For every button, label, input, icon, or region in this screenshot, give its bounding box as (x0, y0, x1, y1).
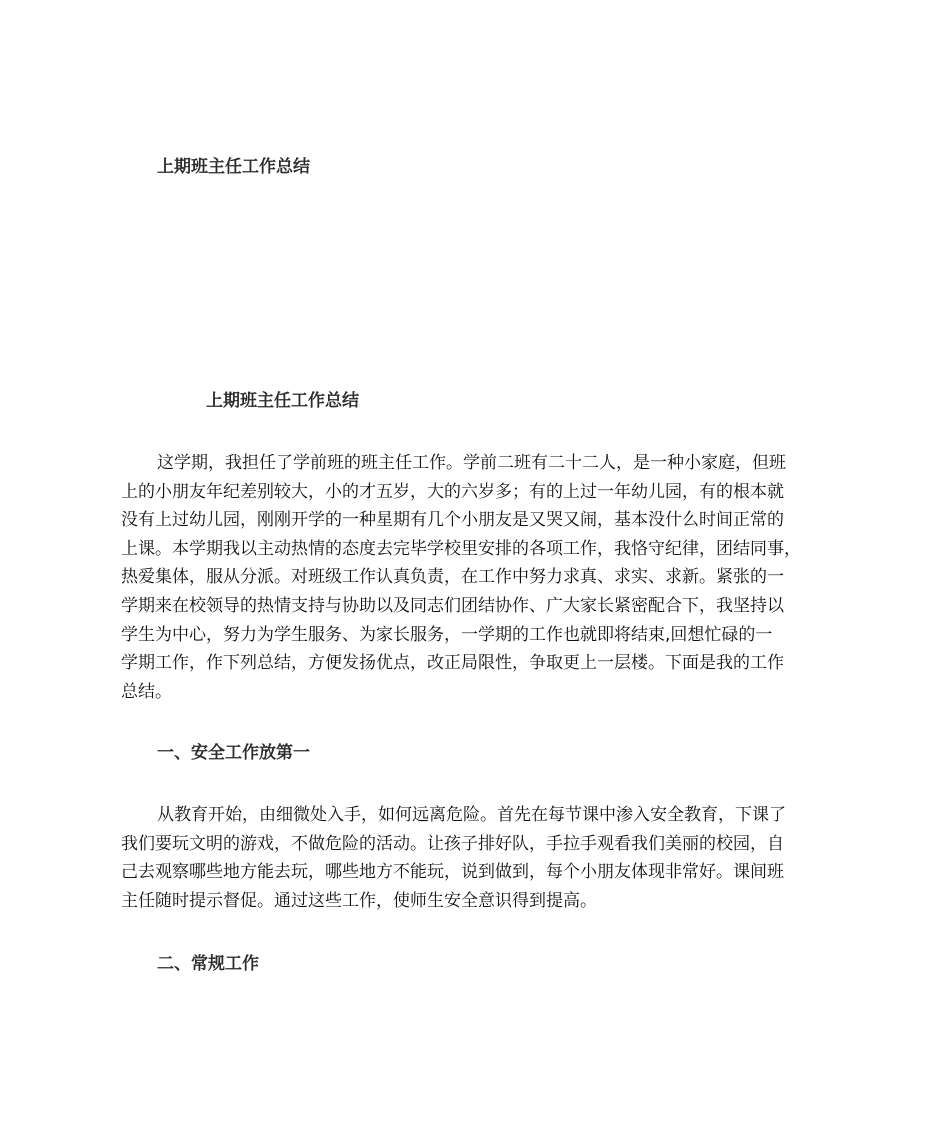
intro-paragraph (121, 449, 833, 706)
paragraph-line: 上的小朋友年纪差别较大，小的才五岁，大的六岁多；有的上过一年幼儿园，有的根本就 (121, 481, 784, 502)
document-top-title: 上期班主任工作总结 (157, 157, 310, 177)
section-heading-safety: 一、安全工作放第一 (157, 743, 310, 763)
paragraph-line: 我们要玩文明的游戏，不做危险的活动。让孩子排好队，手拉手观看我们美丽的校园，自 (121, 833, 784, 854)
paragraph-line: 主任随时提示督促。通过这些工作，使师生安全意识得到提高。 (121, 890, 597, 911)
paragraph-line: 热爱集体，服从分派。对班级工作认真负责，在工作中努力求真、求实、求新。紧张的一 (121, 567, 784, 588)
paragraph-line: 学生为中心，努力为学生服务、为家长服务，一学期的工作也就即将结束,回想忙碌的一 (121, 624, 773, 645)
paragraph-line: 学期工作，作下列总结，方便发扬优点，改正局限性，争取更上一层楼。下面是我的工作 (121, 653, 784, 674)
paragraph-line: 没有上过幼儿园，刚刚开学的一种星期有几个小朋友是又哭又闹，基本没什么时间正常的 (121, 510, 784, 531)
paragraph-line: 总结。 (121, 681, 172, 702)
section-heading-routine: 二、常规工作 (157, 954, 259, 974)
paragraph-line: 学期来在校领导的热情支持与协助以及同志们团结协作、广大家长紧密配合下，我坚持以 (121, 595, 784, 616)
paragraph-line: 上课。本学期我以主动热情的态度去完毕学校里安排的各项工作，我恪守纪律，团结同事， (121, 538, 801, 559)
safety-paragraph (121, 801, 833, 915)
paragraph-line: 从教育开始，由细微处入手，如何远离危险。首先在每节课中渗入安全教育，下课了 (157, 805, 786, 825)
paragraph-line: 这学期，我担任了学前班的班主任工作。学前二班有二十二人，是一种小家庭，但班 (157, 453, 786, 473)
document-title: 上期班主任工作总结 (206, 391, 359, 411)
paragraph-line: 己去观察哪些地方能去玩，哪些地方不能玩，说到做到，每个小朋友体现非常好。课间班 (121, 862, 784, 883)
